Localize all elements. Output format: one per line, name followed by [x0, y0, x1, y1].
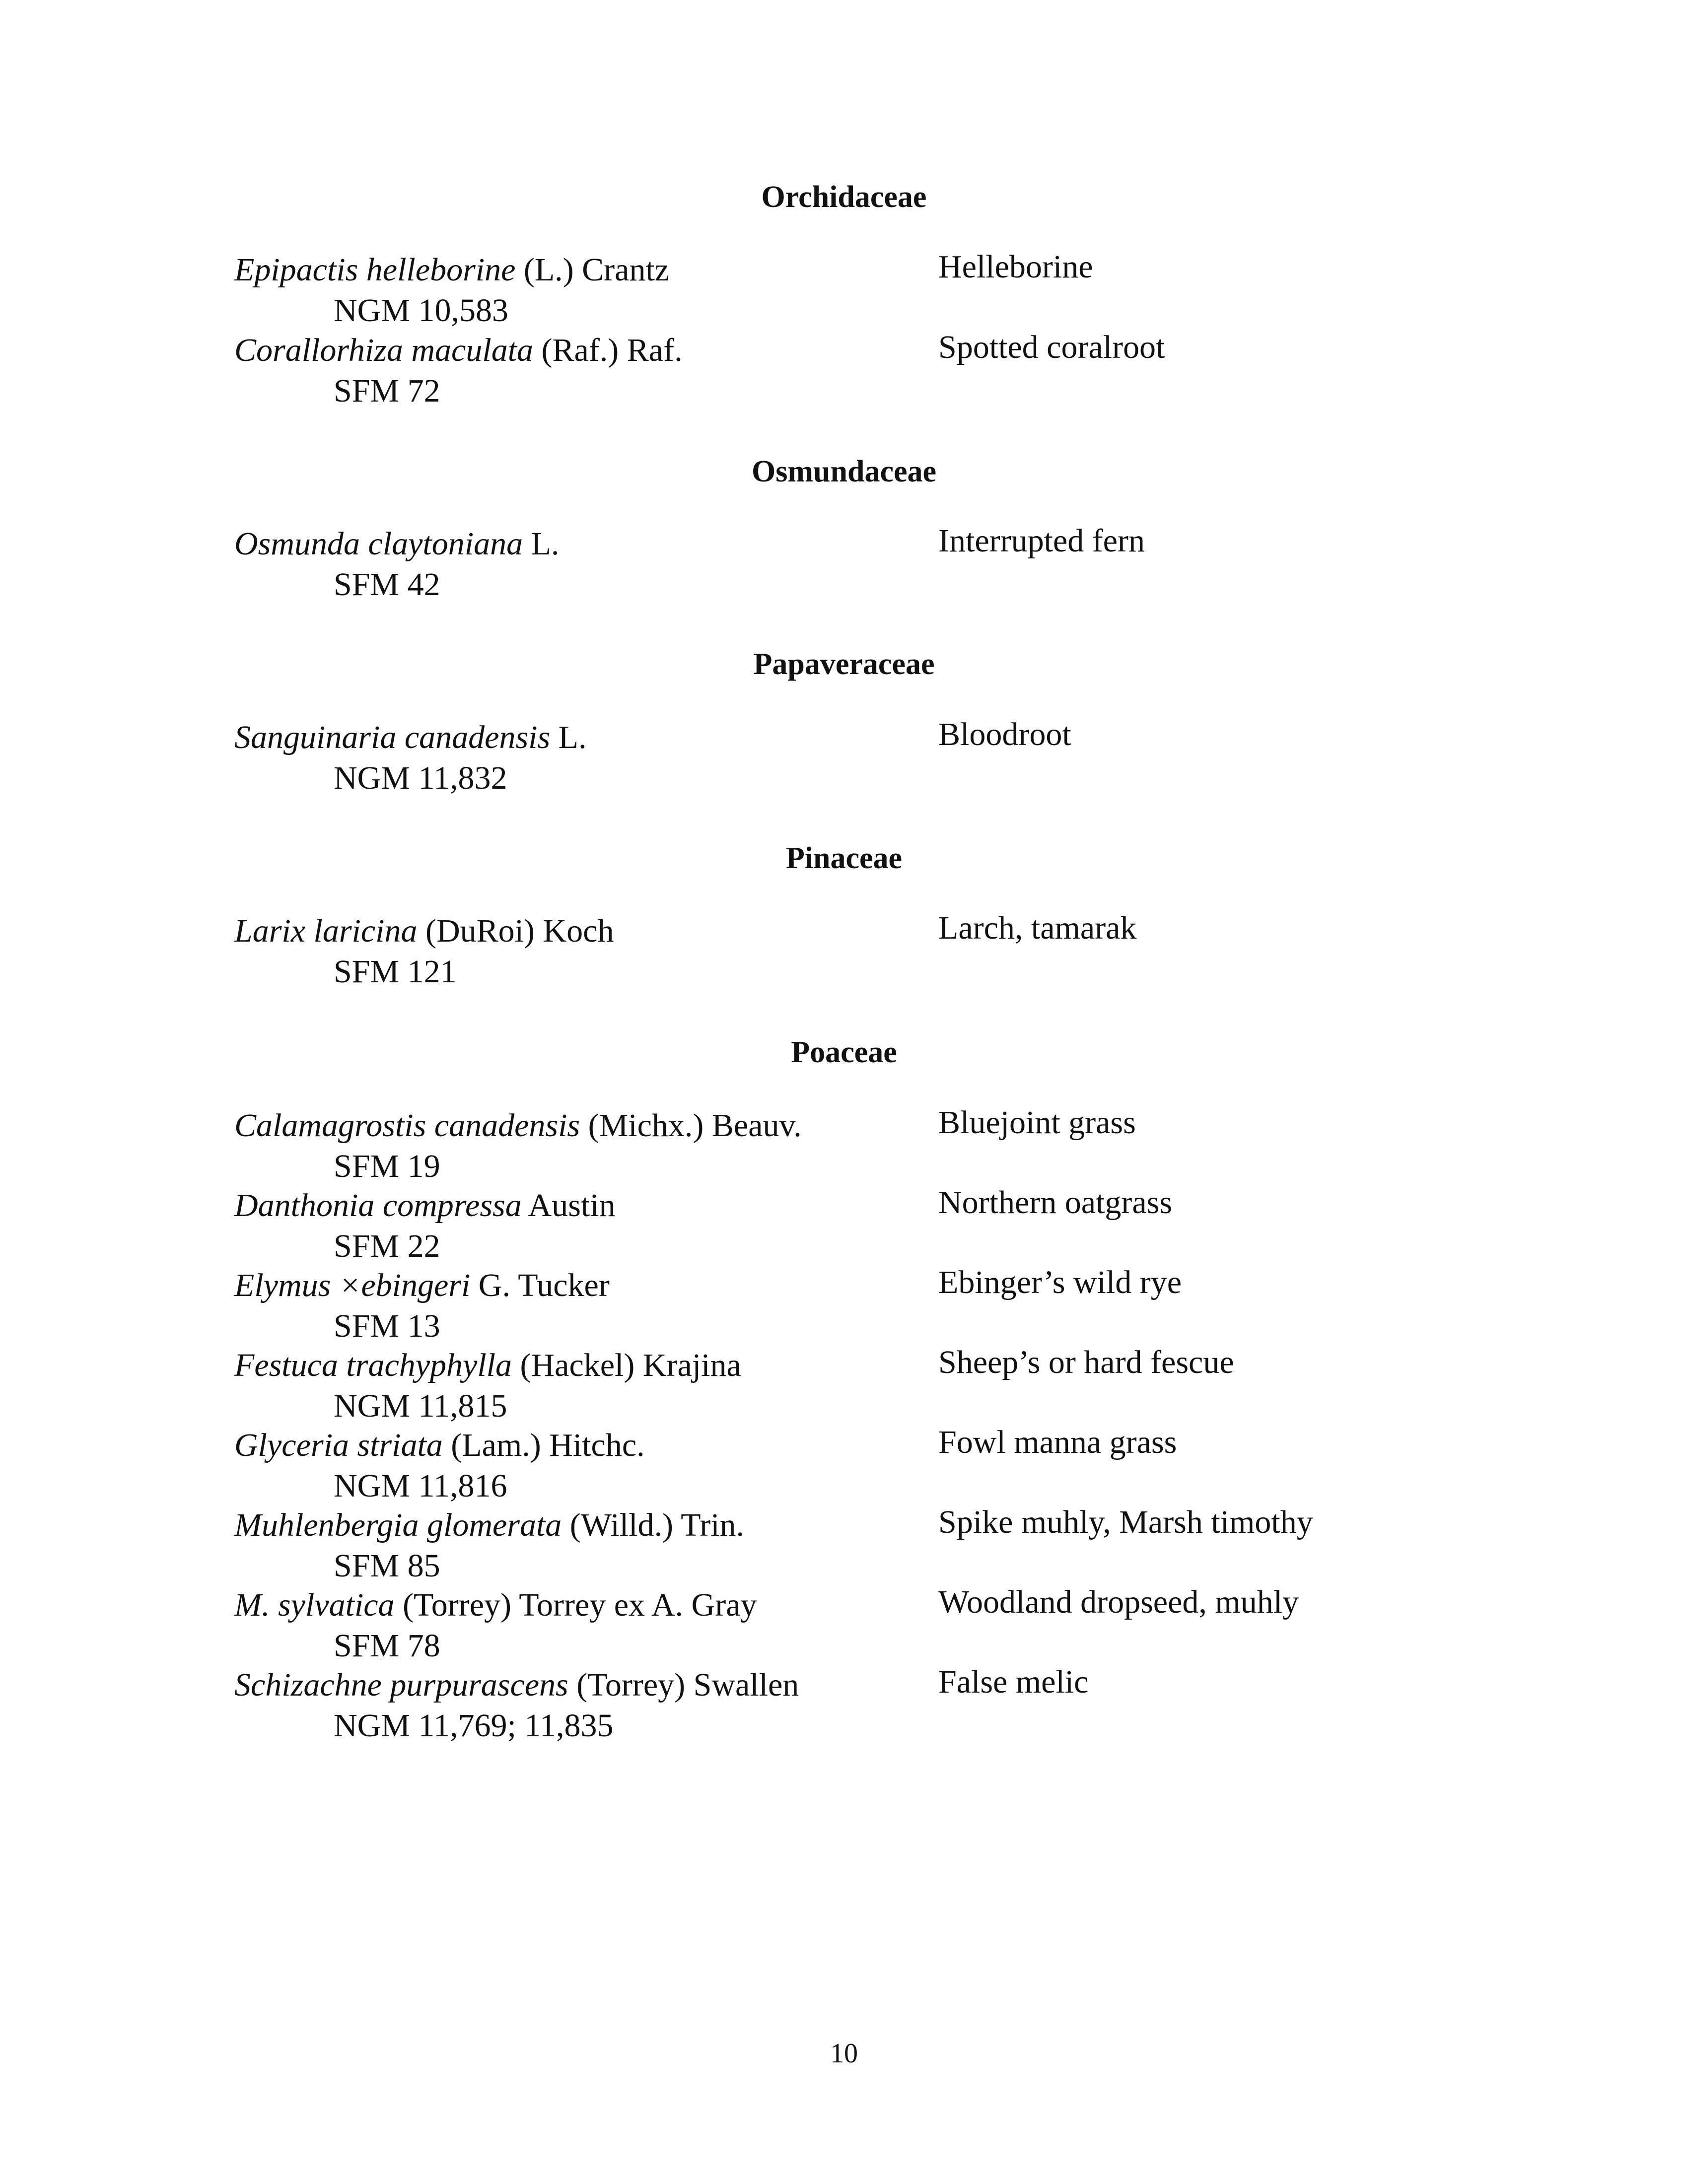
voucher-number: NGM 11,816 — [334, 1468, 507, 1504]
species-name: Danthonia compressa Austin — [234, 1187, 616, 1224]
voucher-number: SFM 19 — [334, 1148, 440, 1184]
common-name: Spike muhly, Marsh timothy — [938, 1504, 1313, 1540]
species-name: Corallorhiza maculata (Raf.) Raf. — [234, 332, 683, 368]
voucher-number: SFM 72 — [334, 373, 440, 409]
species-name: Elymus ×ebingeri G. Tucker — [234, 1267, 610, 1303]
family-heading: Poaceae — [791, 1035, 897, 1069]
voucher-number: SFM 78 — [334, 1628, 440, 1664]
page-number: 10 — [830, 2038, 858, 2069]
species-name: Osmunda claytoniana L. — [234, 526, 560, 562]
voucher-number: SFM 121 — [334, 954, 457, 990]
species-name: Schizachne purpurascens (Torrey) Swallen — [234, 1667, 799, 1703]
common-name: Helleborine — [938, 249, 1093, 285]
common-name: Larch, tamarak — [938, 910, 1137, 946]
common-name: False melic — [938, 1664, 1089, 1700]
species-name: Calamagrostis canadensis (Michx.) Beauv. — [234, 1107, 802, 1144]
common-name: Spotted coralroot — [938, 329, 1165, 365]
family-heading: Orchidaceae — [761, 180, 927, 214]
common-name: Northern oatgrass — [938, 1184, 1173, 1221]
species-name: Sanguinaria canadensis L. — [234, 719, 587, 755]
voucher-number: NGM 11,832 — [334, 760, 507, 796]
voucher-number: SFM 13 — [334, 1308, 440, 1344]
species-name: Festuca trachyphylla (Hackel) Krajina — [234, 1347, 741, 1383]
species-name: Epipactis helleborine (L.) Crantz — [234, 252, 670, 288]
species-name: Muhlenbergia glomerata (Willd.) Trin. — [234, 1507, 745, 1543]
family-heading: Osmundaceae — [752, 455, 936, 488]
species-name: Glyceria striata (Lam.) Hitchc. — [234, 1427, 645, 1463]
common-name: Sheep’s or hard fescue — [938, 1344, 1234, 1380]
voucher-number: SFM 85 — [334, 1548, 440, 1584]
family-heading: Papaveraceae — [753, 647, 935, 681]
voucher-number: SFM 42 — [334, 566, 440, 603]
voucher-number: SFM 22 — [334, 1228, 440, 1264]
common-name: Bloodroot — [938, 716, 1071, 752]
common-name: Bluejoint grass — [938, 1104, 1136, 1141]
species-name: M. sylvatica (Torrey) Torrey ex A. Gray — [234, 1587, 757, 1623]
species-name: Larix laricina (DuRoi) Koch — [234, 913, 614, 949]
common-name: Interrupted fern — [938, 523, 1145, 559]
voucher-number: NGM 11,769; 11,835 — [334, 1707, 614, 1744]
voucher-number: NGM 10,583 — [334, 292, 509, 329]
family-heading: Pinaceae — [785, 841, 903, 875]
common-name: Fowl manna grass — [938, 1424, 1177, 1460]
voucher-number: NGM 11,815 — [334, 1388, 507, 1424]
common-name: Ebinger’s wild rye — [938, 1264, 1182, 1300]
common-name: Woodland dropseed, muhly — [938, 1584, 1299, 1620]
